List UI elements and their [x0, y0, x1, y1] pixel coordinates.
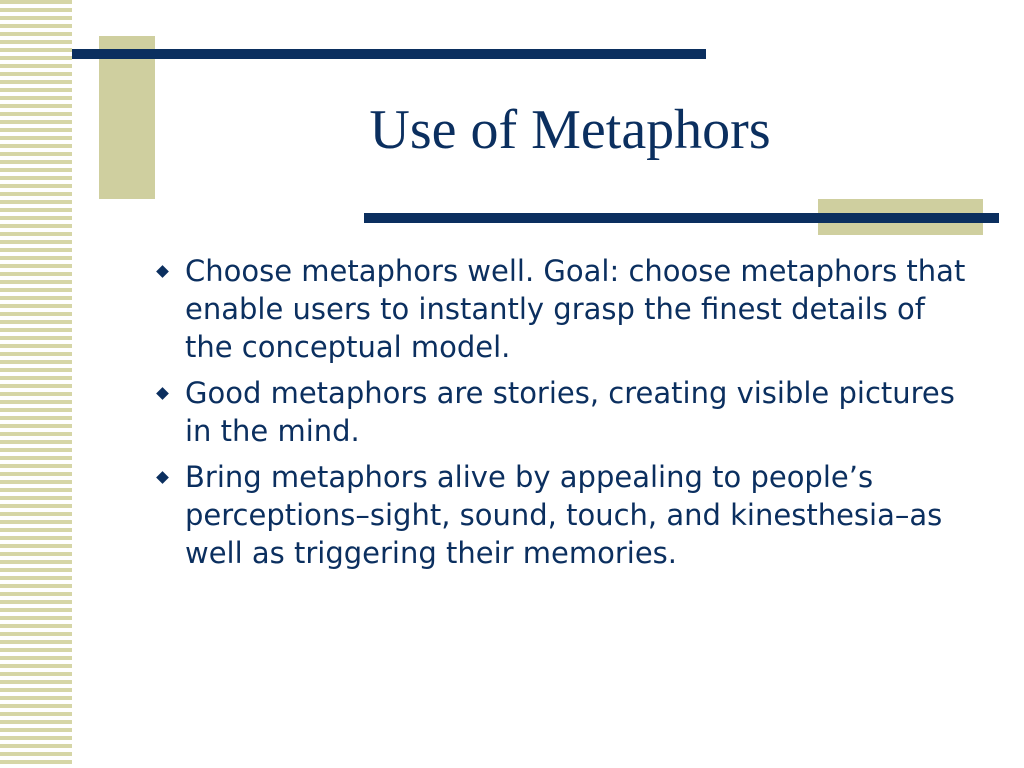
title-underline-rule	[364, 213, 999, 223]
bullet-text-3: Bring metaphors alive by appealing to people’s perceptions–sight, sound, touch, and kinesthesia–as well as triggering their memories.	[185, 460, 943, 570]
bullet-item-3	[155, 458, 975, 572]
diamond-bullet-icon	[156, 471, 169, 484]
bullet-text-2: Good metaphors are stories, creating visible pictures in the mind.	[185, 376, 955, 448]
diamond-bullet-icon	[156, 387, 169, 400]
striped-sidebar-decoration	[0, 0, 72, 768]
tan-accent-block-left	[99, 36, 155, 199]
bullet-list	[155, 252, 975, 580]
bullet-item-1	[155, 252, 975, 366]
top-navy-rule	[72, 49, 706, 59]
diamond-bullet-icon	[156, 265, 169, 278]
bullet-item-2	[155, 374, 975, 450]
slide-title: Use of Metaphors	[369, 99, 771, 161]
bullet-text-1: Choose metaphors well. Goal: choose metaphors that enable users to instantly grasp the finest details of the conceptual model.	[185, 254, 966, 364]
